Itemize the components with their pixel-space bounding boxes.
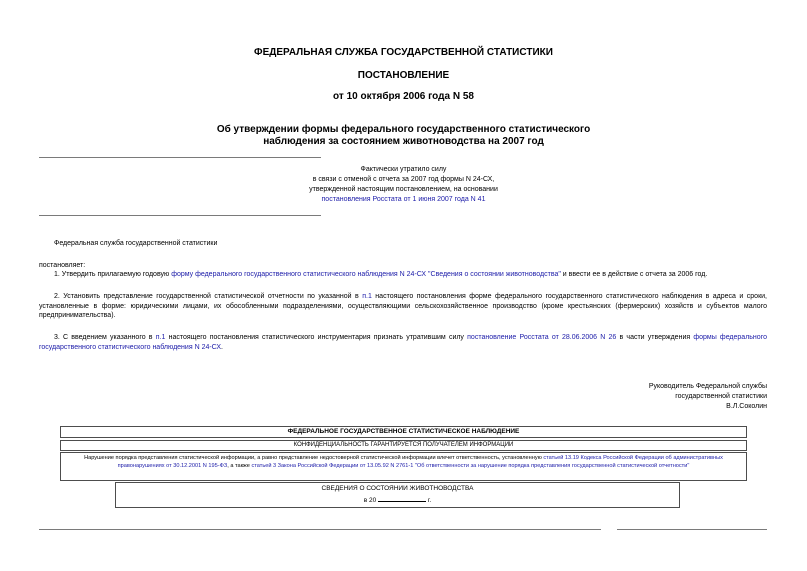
resolves-line: постановляет: [39, 262, 86, 269]
paragraph-1-suffix: и ввести ее в действие с отчета за 2006 год. [560, 271, 708, 278]
liability-warning-text: Нарушение порядка представления статистической информации, а равно представление недостоверной статистической информации влечет ответственность, установленную [84, 455, 544, 461]
paragraph-3-text: 3. С введением указанного в [54, 334, 156, 341]
law-2761-1-link[interactable]: статьей 3 Закона Российской Федерации от 13.05.92 N 2761-1 "Об ответственности за нарушение порядка представления государственной статистической отчетности" [251, 463, 690, 469]
status-note-line-1: Фактически утратило силу [360, 166, 447, 173]
paragraph-1 [39, 270, 767, 280]
status-note-line-2: в связи с отменой с отчета за 2007 год формы N 24-СХ, [312, 176, 495, 183]
document-type-heading: ПОСТАНОВЛЕНИЕ [357, 70, 450, 81]
paragraph-3-mid-2: в части утверждения [616, 334, 694, 341]
signature-name: В.Л.Соколин [726, 403, 767, 410]
document-title-line-1: Об утверждении формы федерального государственного статистического [216, 124, 591, 135]
report-title: СВЕДЕНИЯ О СОСТОЯНИИ ЖИВОТНОВОДСТВА [321, 485, 474, 492]
paragraph-1-text: 1. Утвердить прилагаемую годовую [54, 271, 172, 278]
report-year-field[interactable] [378, 494, 426, 502]
divider-top [39, 157, 321, 158]
report-period-prefix: в 20 [363, 497, 377, 504]
rosstat-decree-26-link[interactable]: постановление Росстата от 28.06.2006 N 26 [467, 334, 617, 341]
paragraph-3-mid-1: настоящего постановления статистического инструментария признать утратившим силу [165, 334, 468, 341]
document-title-line-2: наблюдения за состоянием животноводства на 2007 год [263, 136, 544, 147]
agency-heading: ФЕДЕРАЛЬНАЯ СЛУЖБА ГОСУДАРСТВЕННОЙ СТАТИСТИКИ [254, 47, 553, 58]
issuer-line: Федеральная служба государственной статистики [54, 240, 218, 247]
paragraph-2-suffix: настоящего постановления форме федерального государственного статистического наблюдения в адреса и сроки, установленные в форме: юридическими лицами, их обособленными подразделениями, осуществляющими сельскохозяйственное производство (кроме крестьянских (фермерских) хозяйств и субъектов малого предпринимательства). [39, 293, 767, 319]
divider-bottom-left [39, 529, 601, 530]
signature-position-1: Руководитель Федеральной службы [648, 383, 767, 390]
liability-warning-mid: , а также [227, 463, 252, 469]
divider-bottom-right [617, 529, 767, 530]
document-date: от 10 октября 2006 года N 58 [333, 91, 474, 102]
clause-1-link[interactable]: п.1 [362, 293, 372, 300]
form-24-sh-link[interactable]: форму федерального государственного статистического наблюдения N 24-СХ "Сведения о состоянии животноводства" [171, 271, 561, 278]
paragraph-3 [39, 333, 767, 352]
paragraph-2-text: 2. Установить представление государственной статистической отчетности по указанной в [54, 293, 363, 300]
paragraph-2 [39, 292, 767, 321]
divider-note [39, 215, 321, 216]
status-note-line-3: утвержденной настоящим постановлением, на основании [309, 186, 498, 193]
signature-position-2: государственной статистики [675, 393, 767, 400]
confidentiality-banner: КОНФИДЕНЦИАЛЬНОСТЬ ГАРАНТИРУЕТСЯ ПОЛУЧАТЕЛЕМ ИНФОРМАЦИИ [60, 440, 747, 451]
signature-block [566, 382, 767, 412]
form-24-sh-link-2[interactable]: формы федерального государственного статистического наблюдения N 24-СХ [39, 334, 767, 351]
status-note-link[interactable]: постановления Росстата от 1 июня 2007 года N 41 [321, 196, 486, 203]
koap-13-19-link[interactable]: статьей 13.19 Кодекса Российской Федерации об административных правонарушениях от 30.12.2001 N 195-ФЗ [117, 455, 723, 469]
liability-warning [60, 452, 747, 481]
report-title-box [115, 482, 680, 508]
paragraph-3-suffix: . [221, 343, 223, 351]
clause-1-link-2[interactable]: п.1 [155, 334, 166, 341]
status-note [272, 165, 535, 205]
form-banner: ФЕДЕРАЛЬНОЕ ГОСУДАРСТВЕННОЕ СТАТИСТИЧЕСКОЕ НАБЛЮДЕНИЕ [60, 426, 747, 438]
document-title [200, 124, 607, 148]
report-period [116, 494, 679, 506]
report-period-suffix: г. [427, 497, 432, 504]
